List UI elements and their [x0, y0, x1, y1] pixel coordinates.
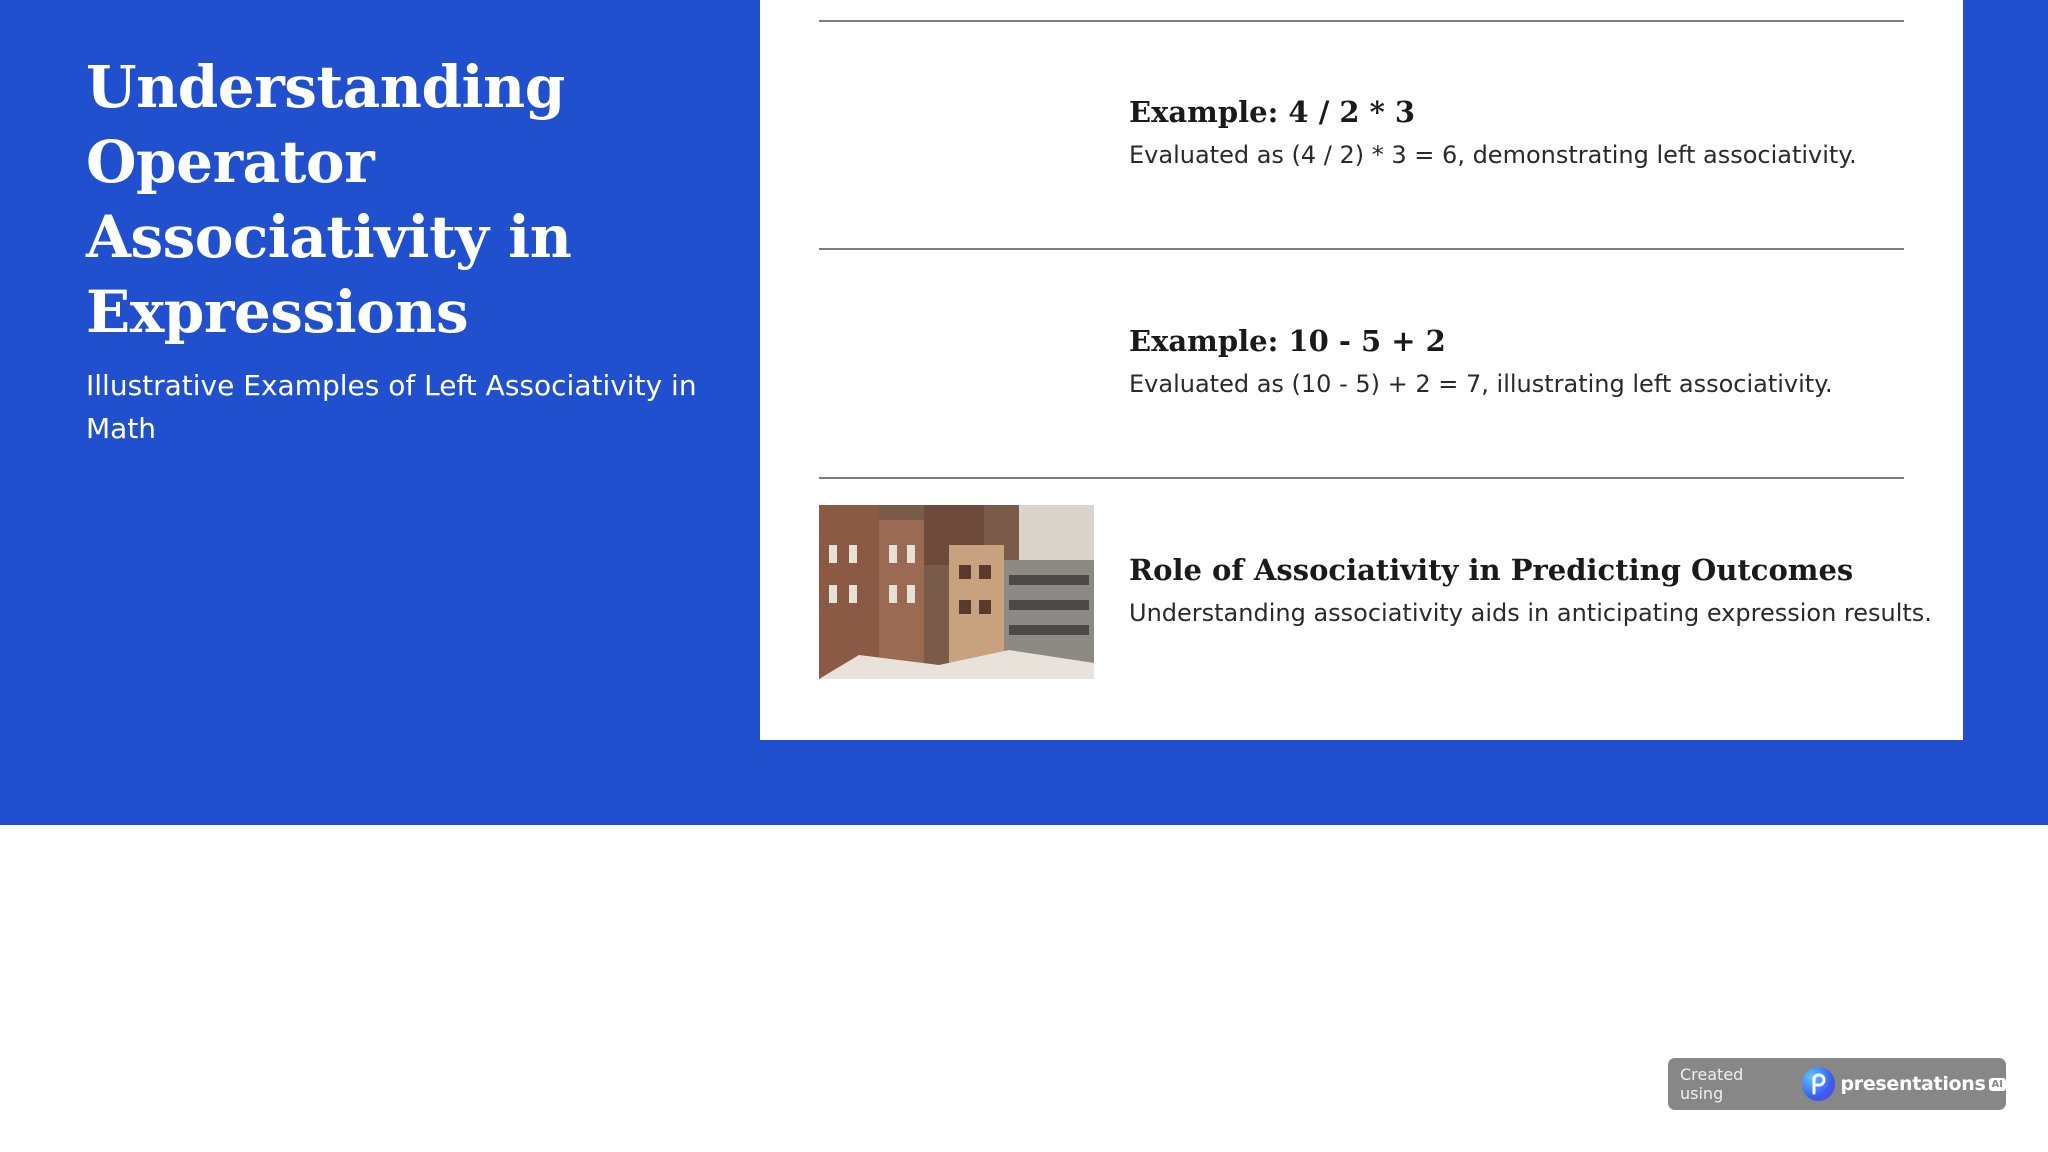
- item-description: Understanding associativity aids in anticipating expression results.: [1129, 599, 1932, 627]
- item-text: [1129, 321, 1929, 401]
- divider: [819, 248, 1904, 250]
- item-text: [1129, 550, 1932, 630]
- slide-title: Understanding Operator Associativity in Expressions: [86, 53, 572, 346]
- title-panel: [86, 50, 706, 450]
- item-heading: Role of Associativity in Predicting Outcomes: [1129, 553, 1854, 587]
- item-heading: Example: 10 - 5 + 2: [1129, 324, 1446, 358]
- badge-prefix: Created using: [1680, 1065, 1744, 1103]
- divider: [819, 477, 1904, 479]
- presentations-logo-icon: [1802, 1067, 1836, 1101]
- divider: [819, 20, 1904, 22]
- slide-subtitle: Illustrative Examples of Left Associativity in Math: [86, 369, 697, 445]
- item-heading: Example: 4 / 2 * 3: [1129, 95, 1416, 129]
- badge-brand: presentations: [1840, 1073, 1986, 1095]
- city-buildings-photo: [819, 505, 1094, 679]
- item-text: [1129, 92, 1929, 172]
- item-description: Evaluated as (4 / 2) * 3 = 6, demonstrating left associativity.: [1129, 141, 1857, 169]
- created-using-badge[interactable]: [1668, 1058, 2006, 1110]
- item-description: Evaluated as (10 - 5) + 2 = 7, illustrating left associativity.: [1129, 370, 1833, 398]
- content-card: [760, 0, 1963, 740]
- badge-ai-tag: AI: [1989, 1078, 2006, 1091]
